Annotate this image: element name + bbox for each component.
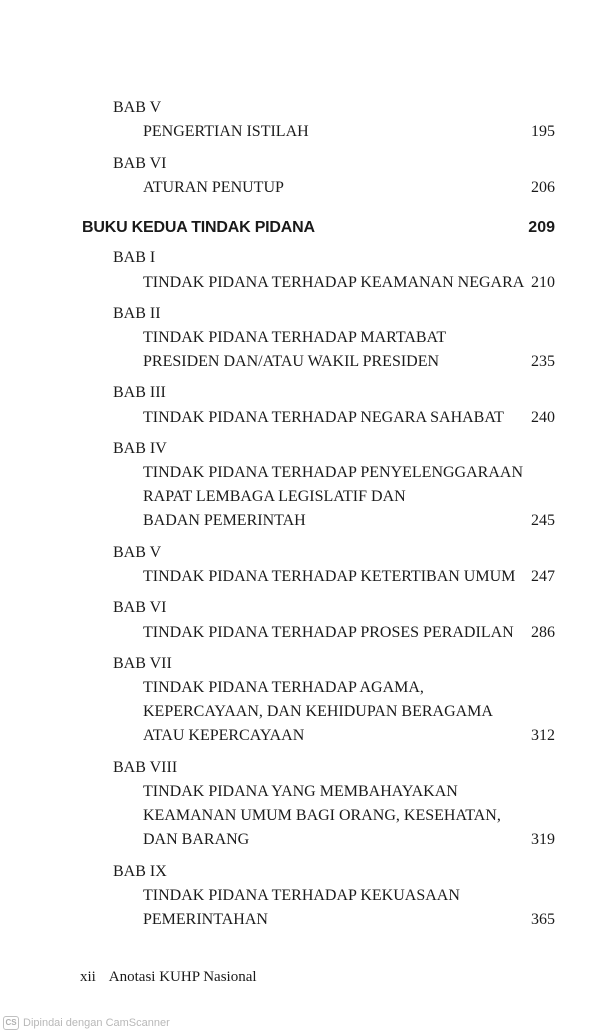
chapter-label: BAB VI [113,599,167,616]
chapter-label: BAB VIII [113,759,178,776]
part-title: BUKU KEDUA TINDAK PIDANA [82,219,315,236]
chapter-title-line: RAPAT LEMBAGA LEGISLATIF DAN [143,488,406,505]
chapter-title-line: DAN BARANG [143,831,250,848]
chapter-page-number: 206 [531,179,555,196]
footer-book-title: Anotasi KUHP Nasional [108,969,257,985]
chapter-title-line: KEAMANAN UMUM BAGI ORANG, KESEHATAN, [143,807,501,824]
chapter-page-number: 245 [531,512,555,529]
camscanner-logo-icon: CS [3,1016,19,1030]
chapter-page-number: 247 [531,568,555,585]
scanner-watermark [3,1015,170,1031]
chapter-label: BAB V [113,544,162,561]
chapter-label: BAB II [113,305,161,322]
page-footer [80,967,257,987]
chapter-title-line: TINDAK PIDANA TERHADAP NEGARA SAHABAT [143,409,504,426]
chapter-title-line: TINDAK PIDANA TERHADAP MARTABAT [143,329,447,346]
chapter-title-line: KEPERCAYAAN, DAN KEHIDUPAN BERAGAMA [143,703,493,720]
chapter-label: BAB III [113,384,166,401]
chapter-label: BAB V [113,99,162,116]
part-page-number: 209 [528,219,555,236]
chapter-title-line: TINDAK PIDANA TERHADAP AGAMA, [143,679,424,696]
chapter-page-number: 319 [531,831,555,848]
chapter-page-number: 210 [531,274,555,291]
chapter-page-number: 195 [531,123,555,140]
chapter-title-line: TINDAK PIDANA YANG MEMBAHAYAKAN [143,783,458,800]
chapter-title-line: PRESIDEN DAN/ATAU WAKIL PRESIDEN [143,353,440,370]
chapter-title-line: ATAU KEPERCAYAAN [143,727,305,744]
chapter-title-line: PEMERINTAHAN [143,911,268,928]
chapter-title-line: TINDAK PIDANA TERHADAP KEAMANAN NEGARA [143,274,525,291]
chapter-page-number: 240 [531,409,555,426]
chapter-label: BAB I [113,249,156,266]
chapter-page-number: 286 [531,624,555,641]
chapter-label: BAB IX [113,863,167,880]
chapter-title-line: BADAN PEMERINTAH [143,512,306,529]
chapter-label: BAB VII [113,655,172,672]
watermark-text: Dipindai dengan CamScanner [23,1017,170,1029]
chapter-title-line: ATURAN PENUTUP [143,179,284,196]
chapter-page-number: 365 [531,911,555,928]
chapter-title-line: TINDAK PIDANA TERHADAP KEKUASAAN [143,887,460,904]
chapter-page-number: 235 [531,353,555,370]
chapter-title-line: TINDAK PIDANA TERHADAP KETERTIBAN UMUM [143,568,516,585]
chapter-title-line: TINDAK PIDANA TERHADAP PROSES PERADILAN [143,624,514,641]
chapter-page-number: 312 [531,727,555,744]
chapter-label: BAB IV [113,440,167,457]
chapter-title-line: TINDAK PIDANA TERHADAP PENYELENGGARAAN [143,464,523,481]
footer-page-number: xii [80,969,96,985]
chapter-label: BAB VI [113,155,167,172]
chapter-title-line: PENGERTIAN ISTILAH [143,123,309,140]
